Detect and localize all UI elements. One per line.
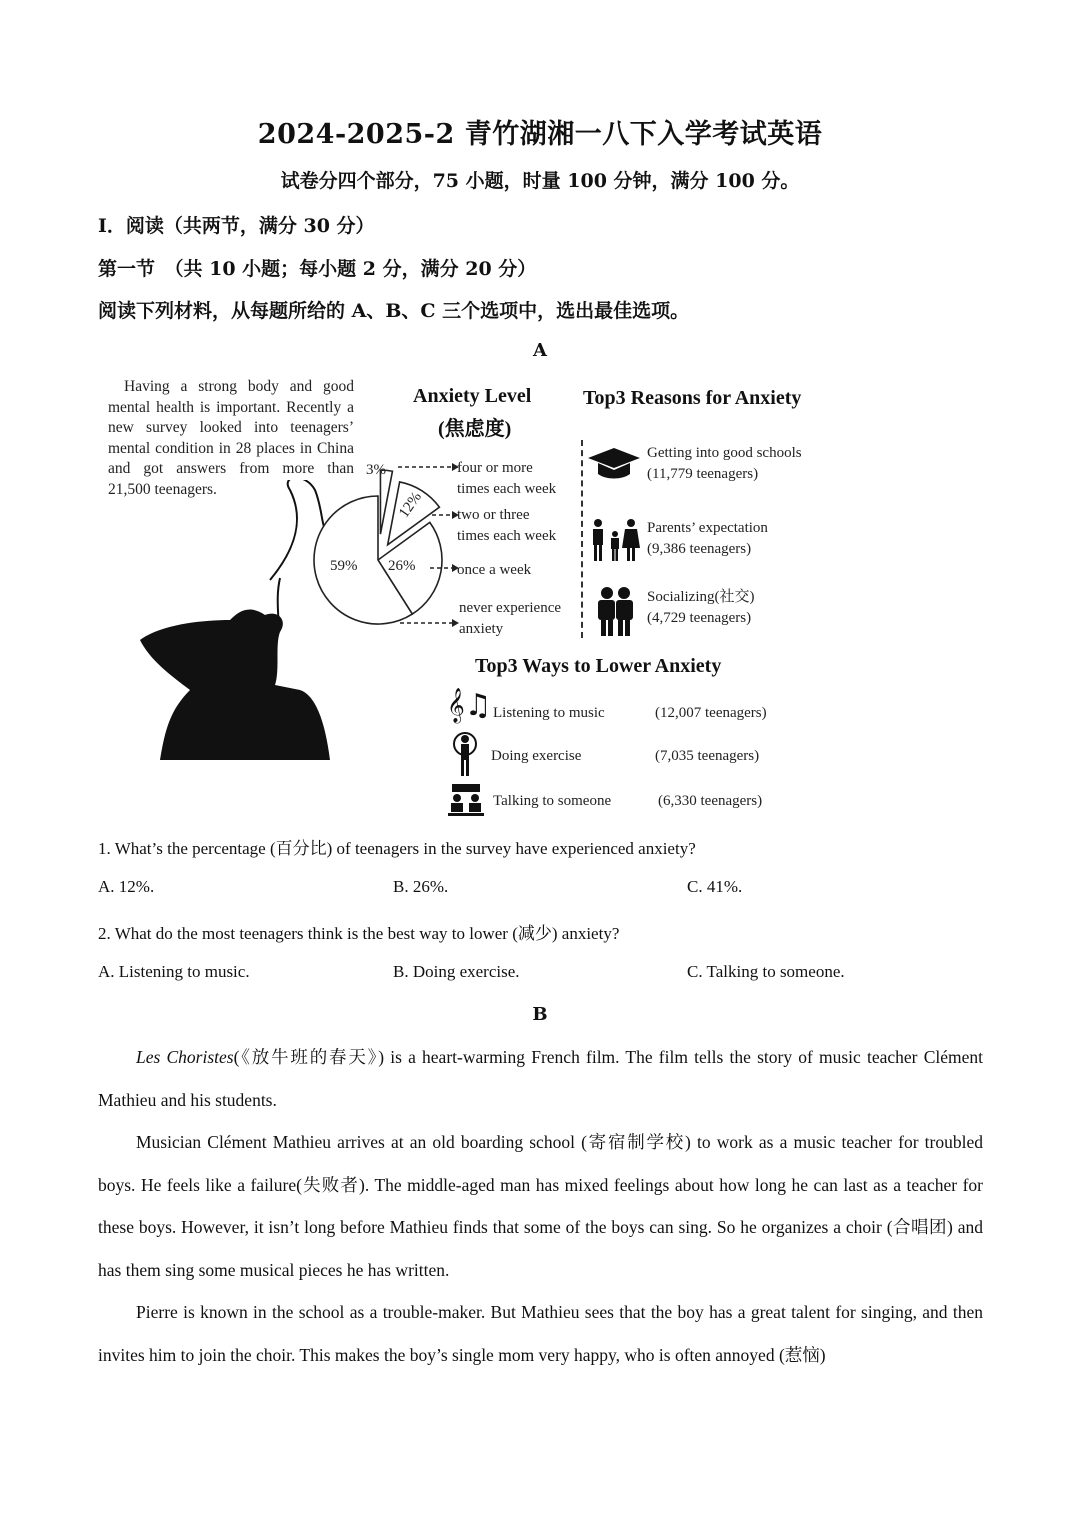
pie-label-once: 26%	[388, 558, 416, 574]
option-a[interactable]: A. Listening to music.	[98, 962, 250, 981]
way-label: Listening to music	[493, 705, 605, 721]
pie-label-two-or-three: 12%	[396, 489, 425, 521]
option-c[interactable]: C. Talking to someone.	[687, 962, 845, 981]
question-stem: 2. What do the most teenagers think is the best way to lower (减少) anxiety?	[98, 924, 620, 943]
way-count: (6,330 teenagers)	[658, 793, 763, 809]
legend-never: never experience anxiety	[459, 600, 562, 637]
exam-info: 试卷分四个部分，75 小题，时量 100 分钟，满分 100 分。	[280, 170, 800, 192]
option-a[interactable]: A. 12%.	[98, 877, 155, 896]
way-count: (7,035 teenagers)	[655, 748, 760, 764]
legend-once: once a week	[457, 562, 532, 578]
part-heading: 第一节 （共 10 小题；每小题 2 分，满分 20 分）	[98, 258, 537, 280]
legend-four-or-more: four or more times each week	[457, 460, 557, 497]
anxiety-level-title: Anxiety Level	[413, 385, 532, 407]
page-title: 2024-2025-2 青竹湖湘一八下入学考试英语	[257, 119, 823, 150]
person-silhouette-icon	[140, 610, 330, 760]
pie-label-never: 59%	[330, 558, 358, 574]
talking-icon	[448, 784, 484, 818]
passage-b-paragraph: Pierre is known in the school as a trouble-maker. But Mathieu sees that the boy has a great talent for singing, and then invites him to join the choir. This makes the boy’s single mom very happy, who is often annoyed (惹恼)	[98, 1302, 983, 1365]
passage-b-letter: B	[532, 1004, 548, 1025]
anxiety-level-title-cn: (焦虑度)	[438, 418, 512, 440]
legend-arrows	[380, 455, 460, 635]
option-c[interactable]: C. 41%.	[687, 877, 743, 896]
passage-a-letter: A	[533, 340, 547, 361]
option-b[interactable]: B. Doing exercise.	[393, 962, 520, 981]
reasons-title: Top3 Reasons for Anxiety	[583, 387, 802, 409]
passage-b-paragraph: Musician Clément Mathieu arrives at an old boarding school (寄宿制学校) to work as a music teacher for troubled boys. He feels like a failure(失败者). The middle-aged man has mixed feelings about how long he can last as a teacher for these boys. However, it isn’t long before Mathieu finds that some of the boys can sing. So he organizes a choir (合唱团) and has them sing some musical pieces he has written.	[98, 1132, 983, 1280]
graduation-cap-icon	[588, 446, 640, 482]
way-label: Talking to someone	[493, 793, 612, 809]
divider-line	[581, 440, 583, 638]
question-stem: 1. What’s the percentage (百分比) of teenagers in the survey have experienced anxiety?	[98, 839, 696, 858]
passage-b-paragraph: Les Choristes(《放牛班的春天》) is a heart-warming French film. The film tells the story of music teacher Clément Mathieu and his students.	[98, 1047, 983, 1110]
two-people-icon	[596, 586, 636, 638]
survey-intro: Having a strong body and good mental health is important. Recently a new survey looked into teenagers’ mental condition in 28 places in China and got answers from more than 21,500 teenagers.	[108, 378, 354, 498]
instruction: 阅读下列材料，从每题所给的 A、B、C 三个选项中，选出最佳选项。	[98, 300, 690, 322]
reason-item: Getting into good schools (11,779 teenagers)	[647, 445, 802, 482]
reason-item: Parents’ expectation (9,386 teenagers)	[647, 520, 768, 557]
legend-two-or-three: two or three times each week	[457, 507, 557, 544]
section-heading: I．阅读（共两节，满分 30 分）	[98, 215, 375, 237]
way-label: Doing exercise	[491, 748, 582, 764]
way-count: (12,007 teenagers)	[655, 705, 767, 721]
reason-item: Socializing(社交) (4,729 teenagers)	[647, 589, 755, 626]
jump-rope-icon	[450, 730, 480, 778]
music-note-icon: 𝄞♫	[447, 688, 492, 723]
family-icon	[590, 518, 640, 564]
pie-label-four-or-more: 3%	[366, 462, 386, 478]
option-b[interactable]: B. 26%.	[393, 877, 449, 896]
ways-title: Top3 Ways to Lower Anxiety	[475, 655, 722, 677]
